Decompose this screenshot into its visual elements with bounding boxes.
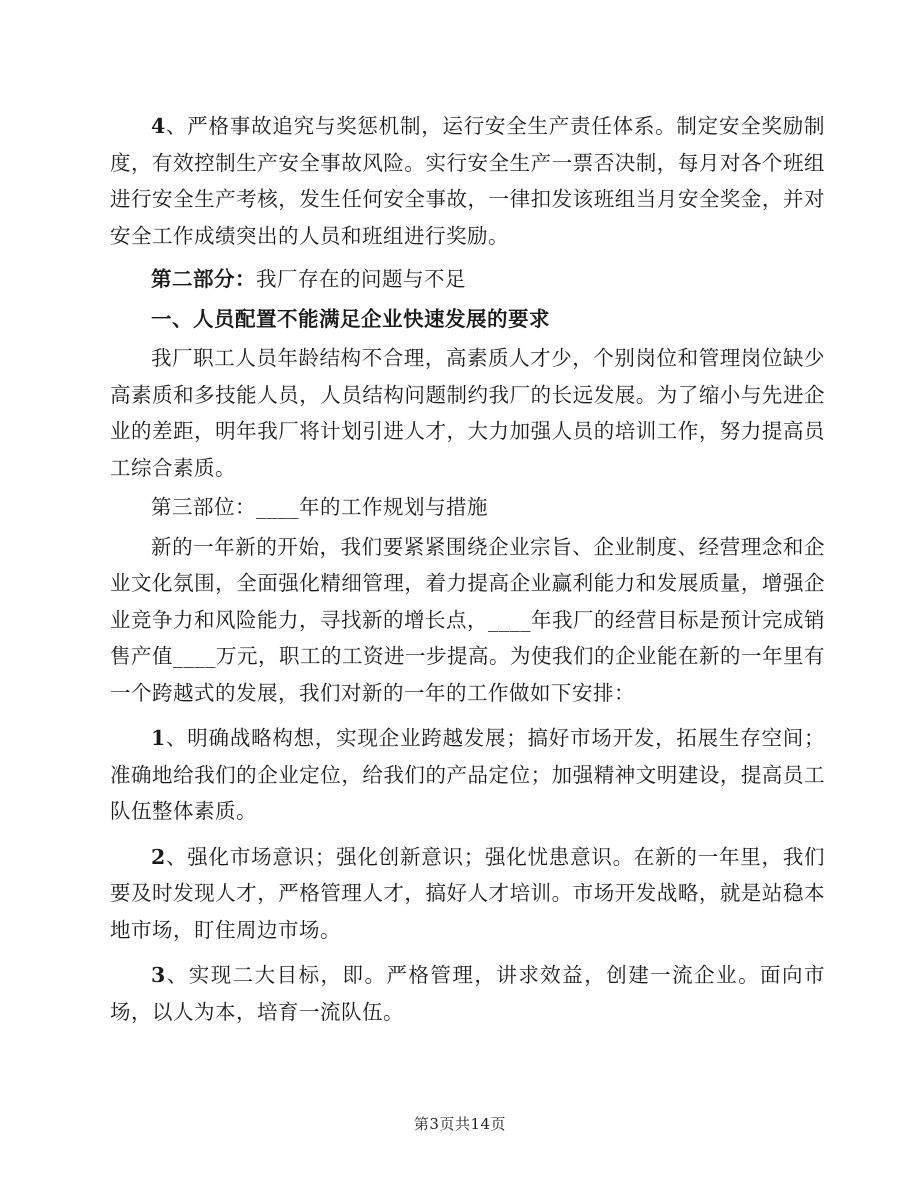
- page-number-footer: 第3页共14页: [413, 1115, 507, 1133]
- paragraph-text: 、强化市场意识；强化创新意识；强化忧患意识。在新的一年里，我们要及时发现人才，严格管理人才，搞好人才培训。市场开发战略，就是站稳本地市场，盯住周边市场。: [110, 844, 825, 942]
- list-number: 3: [151, 963, 166, 987]
- document-body: [110, 108, 825, 1030]
- list-number: 4: [151, 114, 166, 138]
- paragraph-staffing-issues: 我厂职工人员年龄结构不合理，高素质人才少，个别岗位和管理岗位缺少高素质和多技能人员，人员结构问题制约我厂的长远发展。为了缩小与先进企业的差距，明年我厂将计划引进人才，大力加强人员的培训工作，努力提高员工综合素质。: [110, 346, 825, 480]
- list-number: 2: [151, 844, 166, 869]
- list-number: 1: [151, 726, 166, 750]
- subheading-staffing: 一、人员配置不能满足企业快速发展的要求: [151, 306, 550, 331]
- paragraph-text: 、严格事故追究与奖惩机制，运行安全生产责任体系。制定安全奖励制度，有效控制生产安全事故风险。实行安全生产一票否决制，每月对各个班组进行安全生产考核，发生任何安全事故，一律扣发该班组当月安全奖金，并对安全工作成绩突出的人员和班组进行奖励。: [110, 114, 825, 248]
- section-heading-part-two: [110, 261, 825, 298]
- paragraph-new-year-plan: 新的一年新的开始，我们要紧紧围绕企业宗旨、企业制度、经营理念和企业文化氛围，全面强化精细管理，着力提高企业赢利能力和发展质量，增强企业竞争力和风险能力，寻找新的增长点，____年我厂的经营目标是预计完成销售产值____万元，职工的工资进一步提高。为使我们的企业能在新的一年里有一个跨越式的发展，我们对新的一年的工作做如下安排：: [110, 534, 825, 705]
- paragraph-strategy: [110, 720, 825, 830]
- paragraph-text: 、实现二大目标，即。严格管理，讲求效益，创建一流企业。面向市场，以人为本，培育一流队伍。: [110, 963, 825, 1024]
- section-title: 我厂存在的问题与不足: [256, 267, 466, 291]
- paragraph-text: 、明确战略构想，实现企业跨越发展；搞好市场开发，拓展生存空间；准确地给我们的企业定位，给我们的产品定位；加强精神文明建设，提高员工队伍整体素质。: [110, 726, 825, 823]
- section-heading-part-three: 第三部位：____年的工作规划与措施: [151, 495, 488, 519]
- paragraph-goals: [110, 957, 825, 1030]
- paragraph-awareness: [110, 839, 825, 949]
- paragraph-safety-accountability: [110, 108, 825, 254]
- section-label: 第二部分：: [151, 267, 256, 291]
